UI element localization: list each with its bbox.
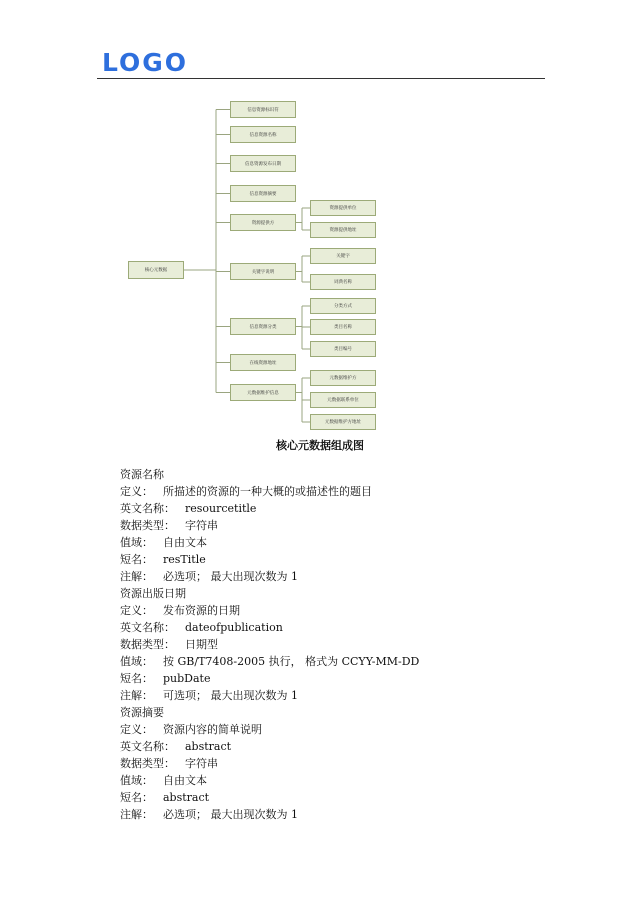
field-label: 注解： [120,570,153,583]
diagram-node: 信息资源名称 [230,126,296,143]
field-value: resTitle [163,553,206,566]
field-row [120,534,580,551]
field-row [120,636,580,653]
metadata-tree-diagram [120,88,390,433]
diagram-node: 关键字说明 [230,263,296,280]
field-label: 定义： [120,723,153,736]
field-value: resourcetitle [185,502,257,515]
field-row [120,806,580,823]
field-value: abstract [185,740,232,753]
entry-title: 资源名称 [120,468,164,481]
field-label: 注解： [120,689,153,702]
field-value: pubDate [163,672,211,685]
diagram-node: 信息资源摘要 [230,185,296,202]
diagram-leaf-node: 类目名称 [310,319,376,335]
field-row [120,517,580,534]
entry-title: 资源摘要 [120,706,164,719]
header-divider [97,78,545,79]
field-label: 短名： [120,553,153,566]
field-value: 自由文本 [163,536,207,549]
field-label: 英文名称： [120,502,175,515]
diagram-leaf-node: 元数据维护方 [310,370,376,386]
diagram-leaf-node: 资源提供地址 [310,222,376,238]
field-value: 字符串 [185,757,218,770]
diagram-leaf-node: 元数据联系单位 [310,392,376,408]
field-value: dateofpublication [185,621,283,634]
field-row [120,500,580,517]
diagram-leaf-node: 关键字 [310,248,376,264]
field-row [120,483,580,500]
field-row [120,755,580,772]
field-label: 数据类型： [120,757,175,770]
diagram-leaf-node: 分类方式 [310,298,376,314]
field-label: 英文名称： [120,621,175,634]
field-value: abstract [163,791,210,804]
field-label: 短名： [120,672,153,685]
metadata-definitions [120,466,580,823]
field-label: 短名： [120,791,153,804]
diagram-node: 信息资源发布日期 [230,155,296,172]
field-label: 注解： [120,808,153,821]
entry-title: 资源出版日期 [120,587,186,600]
field-row [120,568,580,585]
field-row [120,670,580,687]
field-value: 必选项； 最大出现次数为 1 [163,570,298,583]
field-label: 数据类型： [120,519,175,532]
field-value: 所描述的资源的一种大概的或描述性的题目 [163,485,372,498]
field-label: 值域： [120,655,153,668]
field-value: 按 GB/T7408-2005 执行， 格式为 CCYY-MM-DD [163,655,420,668]
logo: LOGO [102,48,189,77]
field-value: 发布资源的日期 [163,604,240,617]
field-label: 数据类型： [120,638,175,651]
diagram-node: 元数据维护信息 [230,384,296,401]
field-value: 日期型 [185,638,218,651]
field-row [120,551,580,568]
field-value: 字符串 [185,519,218,532]
field-row [120,602,580,619]
field-value: 自由文本 [163,774,207,787]
field-row [120,772,580,789]
diagram-caption: 核心元数据组成图 [276,439,364,452]
field-row [120,687,580,704]
diagram-leaf-node: 类目编号 [310,341,376,357]
diagram-leaf-node: 元数据维护方地址 [310,414,376,430]
field-row [120,789,580,806]
field-label: 定义： [120,604,153,617]
diagram-node: 信息资源分类 [230,318,296,335]
field-label: 值域： [120,774,153,787]
diagram-node: 在线资源地址 [230,354,296,371]
page-header [0,0,640,82]
field-label: 值域： [120,536,153,549]
field-row [120,738,580,755]
diagram-leaf-node: 资源提供单位 [310,200,376,216]
diagram-leaf-node: 词典名称 [310,274,376,290]
field-value: 必选项； 最大出现次数为 1 [163,808,298,821]
field-row [120,619,580,636]
diagram-node: 资源提供方 [230,214,296,231]
field-label: 英文名称： [120,740,175,753]
field-row [120,721,580,738]
field-label: 定义： [120,485,153,498]
diagram-node: 信息资源标识符 [230,101,296,118]
field-value: 资源内容的简单说明 [163,723,262,736]
diagram-root-node: 核心元数据 [128,261,184,279]
field-row [120,653,580,670]
field-value: 可选项； 最大出现次数为 1 [163,689,298,702]
